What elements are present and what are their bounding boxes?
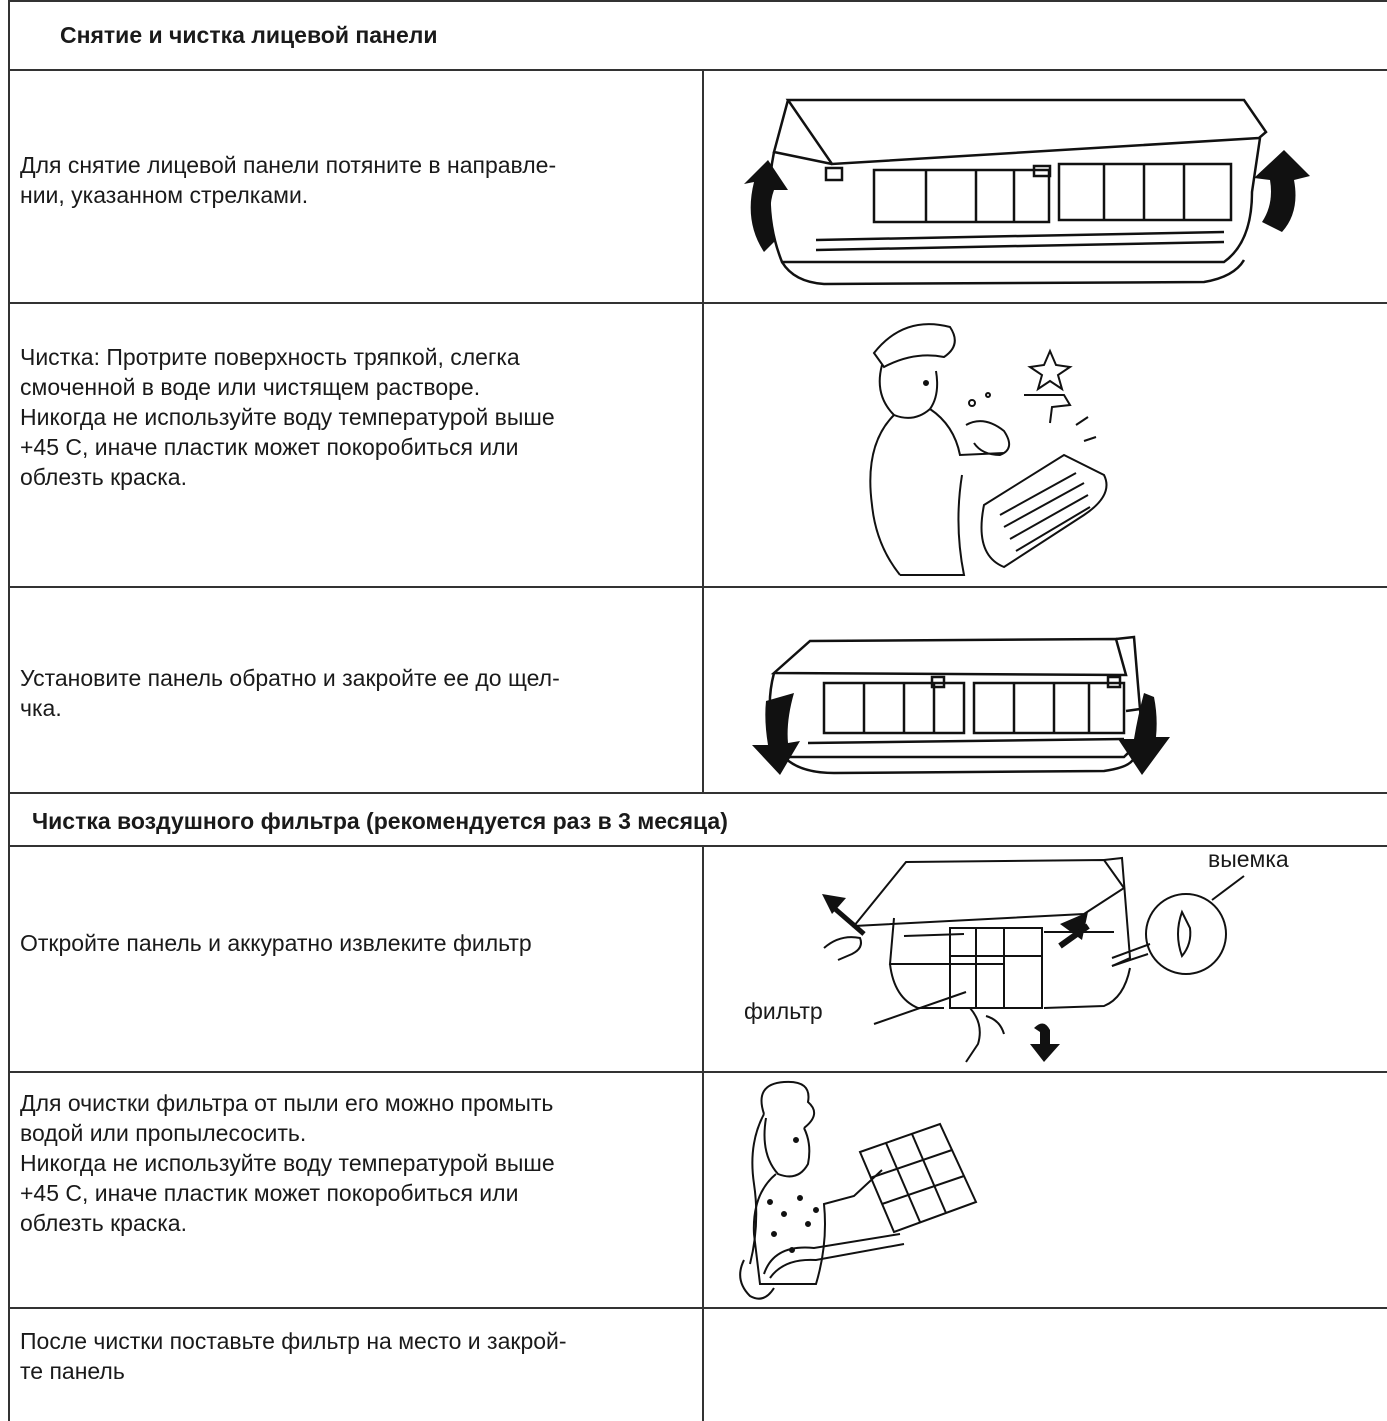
instruction-text [20, 342, 700, 492]
row-divider [8, 1307, 1387, 1309]
text-line: чка. [20, 695, 62, 721]
text-line: нии, указанном стрелками. [20, 182, 309, 208]
text-line: Откройте панель и аккуратно извлеките фильтр [20, 930, 532, 956]
instruction-text [20, 1326, 700, 1386]
text-line: Для снятие лицевой панели потяните в направле- [20, 152, 557, 178]
text-line: +45 С, иначе пластик может покоробиться или [20, 434, 519, 460]
section-header: Снятие и чистка лицевой панели [60, 22, 438, 48]
row-divider [8, 845, 1387, 847]
text-line: +45 С, иначе пластик может покоробиться или [20, 1180, 519, 1206]
text-line: Никогда не используйте воду температурой выше [20, 1150, 555, 1176]
row-divider [8, 586, 1387, 588]
row-divider [8, 792, 1387, 794]
instruction-text [20, 150, 700, 210]
text-line: Чистка: Протрите поверхность тряпкой, слегка [20, 344, 520, 370]
instruction-text [20, 1088, 700, 1238]
ac-unit-close-panel-illustration [704, 589, 1387, 791]
text-line: те панель [20, 1358, 125, 1384]
text-line: облезть краска. [20, 1210, 187, 1236]
text-line: Установите панель обратно и закройте ее до щел- [20, 665, 560, 691]
instruction-text [20, 928, 700, 958]
filter-removal-illustration [704, 848, 1387, 1070]
filter-label: фильтр [744, 998, 823, 1024]
table-border-left [8, 0, 10, 1421]
text-line: водой или пропылесосить. [20, 1120, 307, 1146]
ac-unit-open-panel-illustration [704, 72, 1387, 300]
section-header: Чистка воздушного фильтра (рекомендуется раз в 3 месяца) [32, 808, 728, 834]
table-border-top [8, 0, 1387, 2]
text-line: Для очистки фильтра от пыли его можно промыть [20, 1090, 554, 1116]
notch-label: выемка [1208, 846, 1289, 872]
text-line: Никогда не используйте воду температурой выше [20, 404, 555, 430]
text-line: смоченной в воде или чистящем растворе. [20, 374, 481, 400]
text-line: После чистки поставьте фильтр на место и закрой- [20, 1328, 567, 1354]
text-line: облезть краска. [20, 464, 187, 490]
row-divider [8, 1071, 1387, 1073]
row-divider [8, 69, 1387, 71]
row-divider [8, 302, 1387, 304]
instruction-text [20, 663, 700, 723]
woman-washing-panel-illustration [704, 305, 1387, 585]
maintenance-table [8, 0, 1387, 1421]
woman-vacuuming-filter-illustration [704, 1074, 1387, 1306]
